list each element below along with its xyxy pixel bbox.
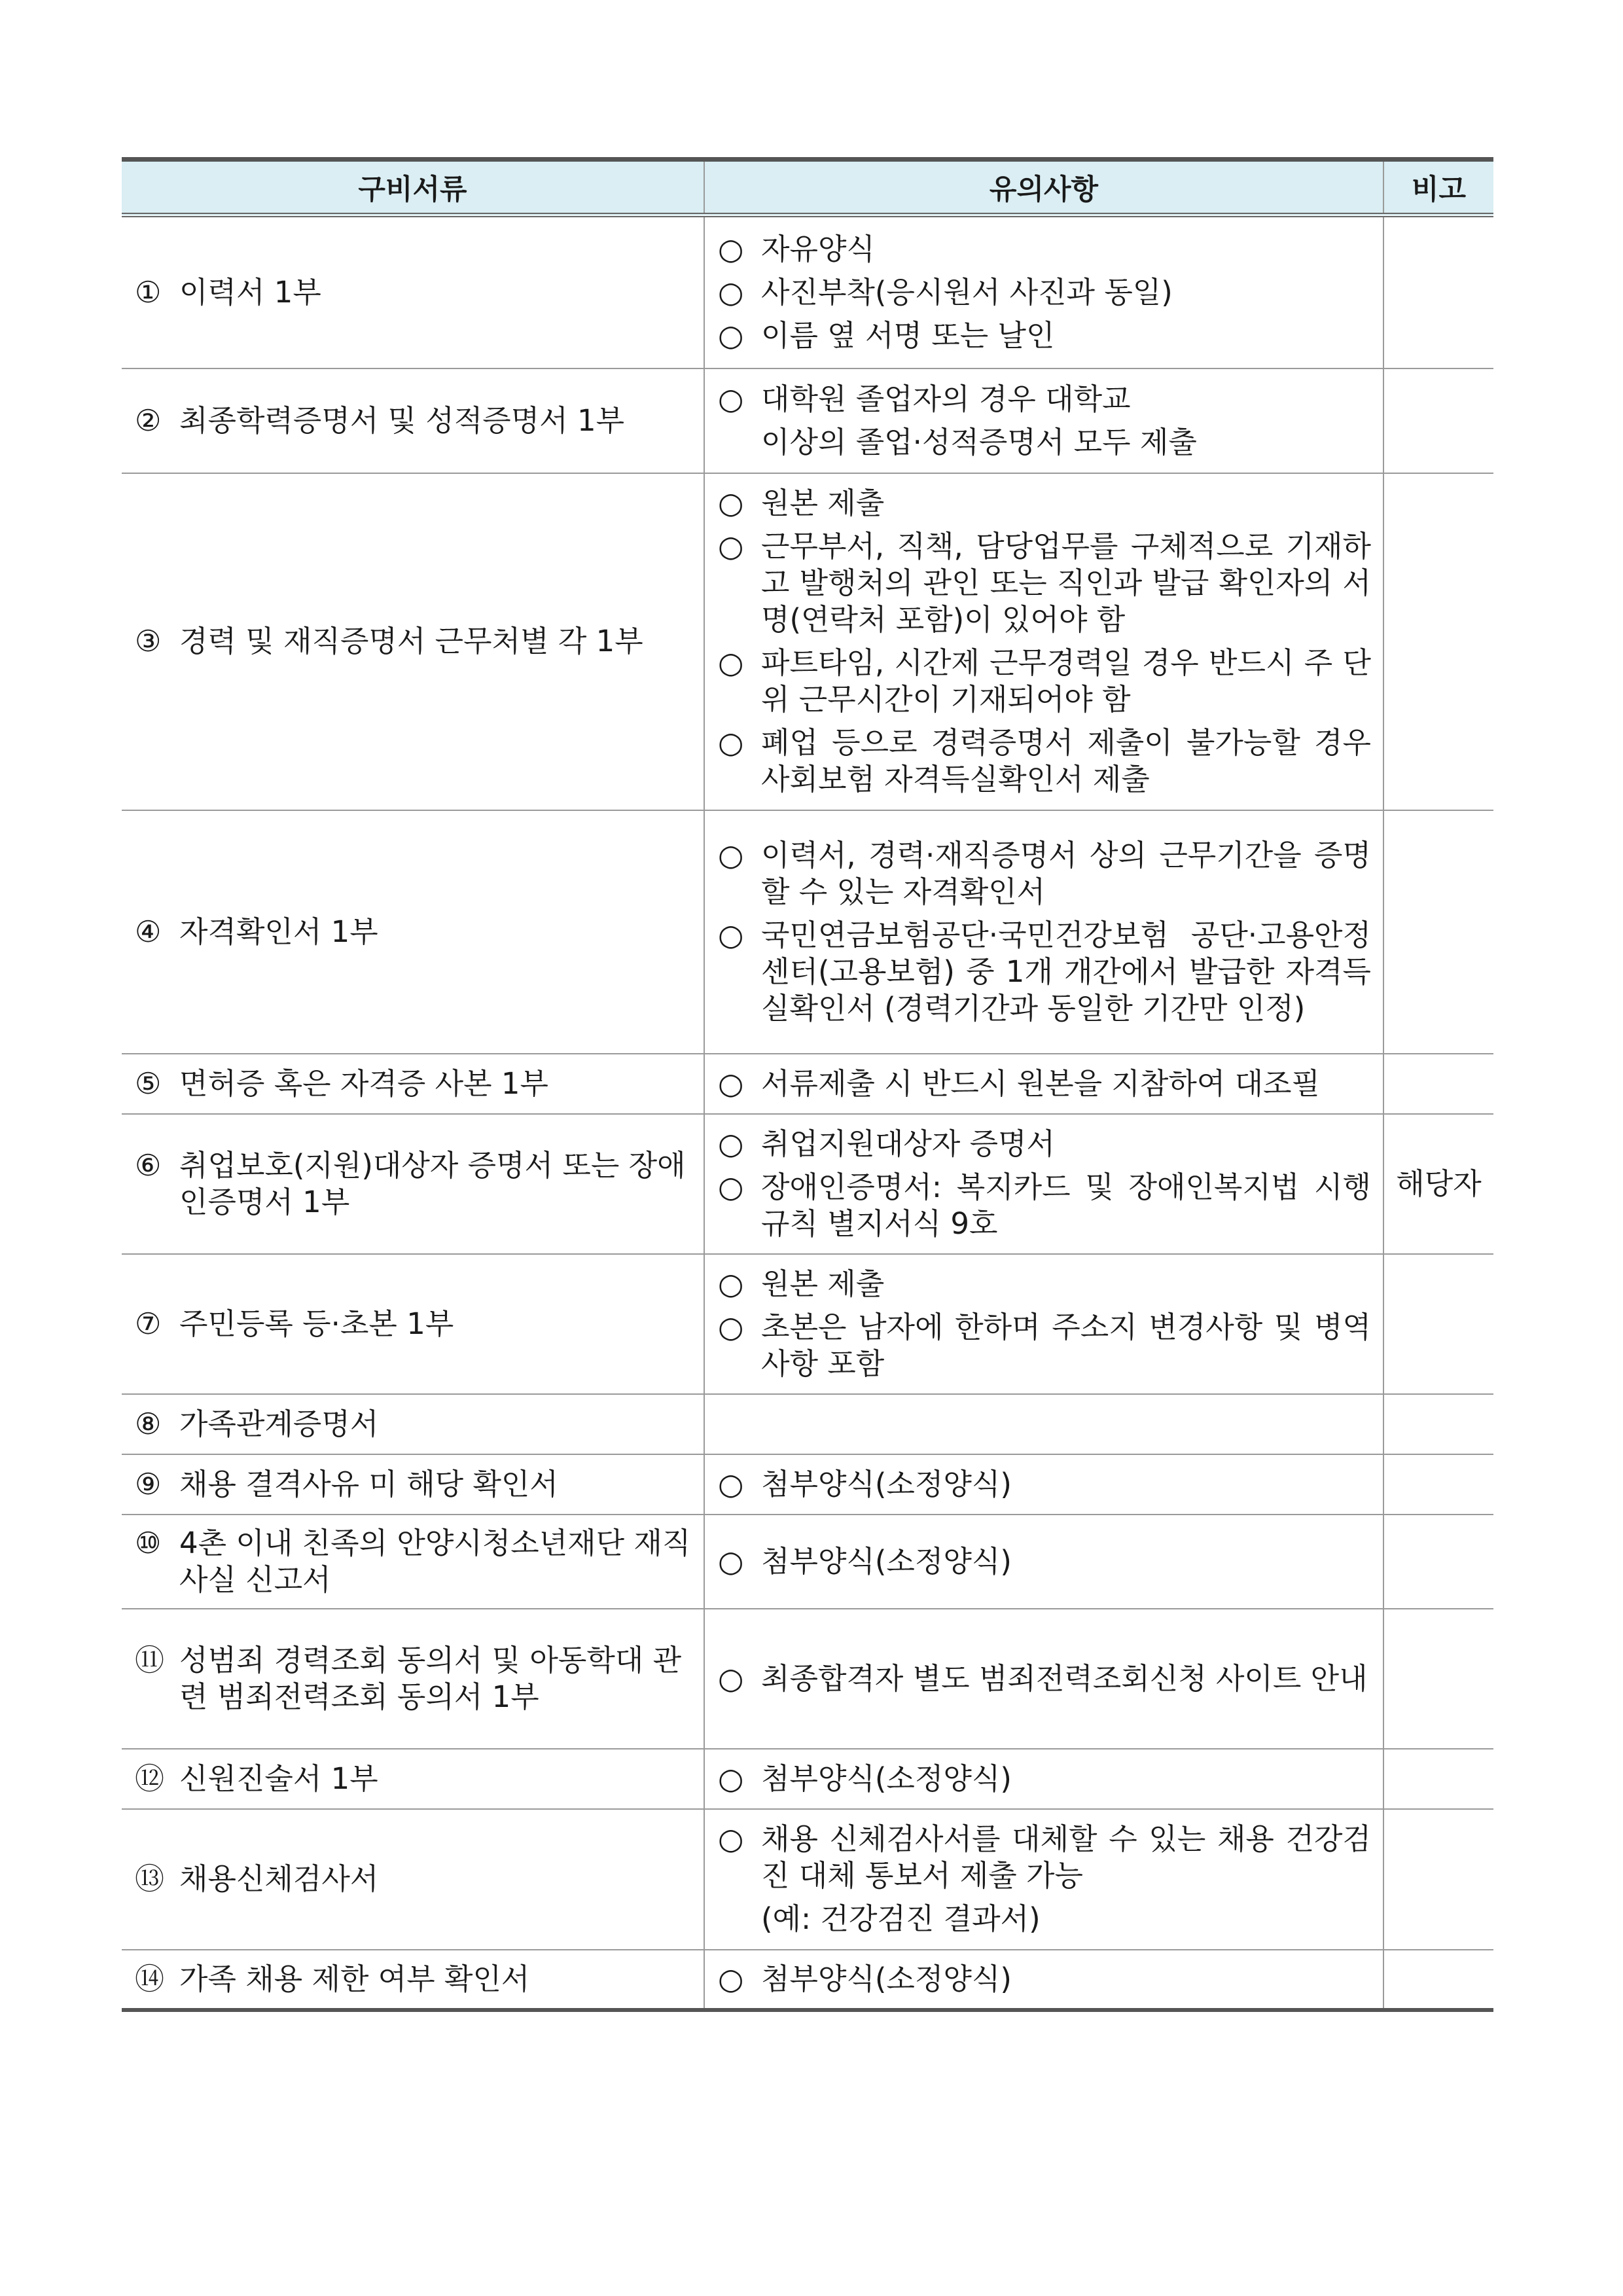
- note-text: 대학원 졸업자의 경우 대학교: [761, 381, 1131, 416]
- item-number: ⑩: [135, 1525, 162, 1560]
- note-item: [718, 1961, 1371, 1998]
- note-item: [718, 1066, 1371, 1102]
- note-item: [718, 1126, 1371, 1162]
- document-name: 채용신체검사서: [179, 1861, 379, 1896]
- circle-bullet-icon: ○: [718, 837, 744, 872]
- note-text: 이름 옆 서명 또는 날인: [761, 317, 1055, 353]
- required-documents-table: [122, 157, 1493, 2012]
- document-cell: [122, 1609, 704, 1749]
- note-continuation: 이상의 졸업·성적증명서 모두 제출: [761, 424, 1197, 459]
- notes-cell: [704, 1950, 1383, 2010]
- note-item: [718, 1266, 1371, 1302]
- item-number: ③: [135, 624, 162, 658]
- note-item: [718, 1543, 1371, 1580]
- notes-cell: [704, 1054, 1383, 1114]
- document-name: 자격확인서 1부: [179, 914, 378, 949]
- header-documents: 구비서류: [122, 160, 704, 215]
- remark-cell: 해당자: [1383, 1114, 1493, 1254]
- table-row: [122, 1809, 1493, 1950]
- table-body: [122, 215, 1493, 2010]
- circle-bullet-icon: ○: [718, 1066, 744, 1101]
- circle-bullet-icon: ○: [718, 1126, 744, 1161]
- remark-cell: [1383, 473, 1493, 810]
- document-name: 취업보호(지원)대상자 증명서 또는 장애인증명서 1부: [179, 1147, 686, 1219]
- remark-cell: [1383, 1394, 1493, 1454]
- circle-bullet-icon: ○: [718, 1309, 744, 1344]
- table-row: [122, 1454, 1493, 1515]
- document-item: [135, 1147, 692, 1221]
- table-header: [122, 160, 1493, 215]
- note-item: [718, 1821, 1371, 1894]
- item-number: ⑦: [135, 1306, 162, 1341]
- note-text: 첨부양식(소정양식): [761, 1543, 1012, 1579]
- notes-cell: [704, 1254, 1383, 1394]
- notes-cell: [704, 368, 1383, 473]
- circle-bullet-icon: ○: [718, 381, 744, 416]
- circle-bullet-icon: ○: [718, 917, 744, 952]
- note-item: [718, 231, 1371, 268]
- circle-bullet-icon: ○: [718, 529, 744, 564]
- document-item: [135, 1961, 692, 1998]
- document-item: [135, 1525, 692, 1598]
- circle-bullet-icon: ○: [718, 231, 744, 266]
- document-name: 가족관계증명서: [179, 1406, 379, 1441]
- circle-bullet-icon: ○: [718, 274, 744, 310]
- note-text: 원본 제출: [761, 1266, 885, 1301]
- note-item: [718, 528, 1371, 638]
- circle-bullet-icon: ○: [718, 1961, 744, 1996]
- remark-cell: [1383, 1515, 1493, 1609]
- header-remarks: 비고: [1383, 160, 1493, 215]
- document-cell: [122, 1114, 704, 1254]
- document-item: [135, 403, 692, 439]
- table-row: [122, 1254, 1493, 1394]
- item-number: ⑫: [135, 1761, 165, 1796]
- document-name: 4촌 이내 친족의 안양시청소년재단 재직사실 신고서: [179, 1525, 691, 1597]
- note-item: [718, 381, 1371, 418]
- table-row: [122, 473, 1493, 810]
- table-row: [122, 1515, 1493, 1609]
- circle-bullet-icon: ○: [718, 1761, 744, 1796]
- document-name: 면허증 혹은 자격증 사본 1부: [179, 1066, 549, 1101]
- document-name: 최종학력증명서 및 성적증명서 1부: [179, 403, 625, 438]
- document-cell: [122, 215, 704, 368]
- notes-cell: [704, 1515, 1383, 1609]
- circle-bullet-icon: ○: [718, 486, 744, 520]
- note-item: [718, 645, 1371, 718]
- document-item: [135, 914, 692, 950]
- circle-bullet-icon: ○: [718, 645, 744, 680]
- item-number: ⑥: [135, 1147, 162, 1183]
- note-text: 자유양식: [761, 231, 875, 266]
- remark-cell: [1383, 1254, 1493, 1394]
- item-number: ④: [135, 914, 162, 949]
- document-cell: [122, 1515, 704, 1609]
- document-item: [135, 1642, 692, 1715]
- note-text: 취업지원대상자 증명서: [761, 1126, 1056, 1161]
- document-name: 채용 결격사유 미 해당 확인서: [179, 1466, 558, 1501]
- notes-cell: [704, 810, 1383, 1054]
- document-item: [135, 1466, 692, 1503]
- table-row: [122, 1114, 1493, 1254]
- item-number: ⑭: [135, 1961, 165, 1996]
- table-row: [122, 368, 1493, 473]
- document-cell: [122, 1054, 704, 1114]
- notes-cell: [704, 1609, 1383, 1749]
- document-name: 성범죄 경력조회 동의서 및 아동학대 관련 범죄전력조회 동의서 1부: [179, 1642, 682, 1714]
- note-item: [718, 1466, 1371, 1503]
- circle-bullet-icon: ○: [718, 725, 744, 760]
- remark-cell: [1383, 1609, 1493, 1749]
- note-item: [718, 1761, 1371, 1797]
- document-item: [135, 1406, 692, 1443]
- note-item: [718, 1309, 1371, 1382]
- document-cell: [122, 1749, 704, 1809]
- table-row: [122, 1950, 1493, 2010]
- document-item: [135, 1306, 692, 1342]
- circle-bullet-icon: ○: [718, 1660, 744, 1696]
- table-row: [122, 1394, 1493, 1454]
- remark-cell: [1383, 1454, 1493, 1515]
- circle-bullet-icon: ○: [718, 1466, 744, 1501]
- note-item: [718, 725, 1371, 798]
- notes-cell: [704, 1749, 1383, 1809]
- document-name: 신원진술서 1부: [179, 1761, 378, 1796]
- note-item: [718, 837, 1371, 910]
- item-number: ②: [135, 403, 162, 438]
- notes-cell: [704, 1394, 1383, 1454]
- table-row: [122, 1054, 1493, 1114]
- item-number: ⑬: [135, 1861, 165, 1896]
- note-item: [718, 274, 1371, 311]
- circle-bullet-icon: ○: [718, 1266, 744, 1301]
- notes-cell: [704, 1809, 1383, 1950]
- note-text: 이력서, 경력·재직증명서 상의 근무기간을 증명할 수 있는 자격확인서: [761, 837, 1371, 909]
- notes-cell: [704, 1454, 1383, 1515]
- item-number: ⑤: [135, 1066, 162, 1101]
- note-item: [718, 485, 1371, 522]
- note-item: [718, 917, 1371, 1027]
- circle-bullet-icon: ○: [718, 1169, 744, 1204]
- document-cell: [122, 810, 704, 1054]
- document-item: [135, 1066, 692, 1102]
- note-item: [718, 1169, 1371, 1242]
- note-text: 최종합격자 별도 범죄전력조회신청 사이트 안내: [761, 1660, 1368, 1696]
- document-cell: [122, 1254, 704, 1394]
- document-cell: [122, 1950, 704, 2010]
- document-name: 가족 채용 제한 여부 확인서: [179, 1961, 530, 1996]
- note-text: 사진부착(응시원서 사진과 동일): [761, 274, 1173, 310]
- notes-cell: [704, 473, 1383, 810]
- note-item: [718, 1660, 1371, 1697]
- document-cell: [122, 1394, 704, 1454]
- remark-cell: [1383, 1950, 1493, 2010]
- document-name: 주민등록 등·초본 1부: [179, 1306, 454, 1341]
- document-cell: [122, 1454, 704, 1515]
- note-text: 채용 신체검사서를 대체할 수 있는 채용 건강검진 대체 통보서 제출 가능: [761, 1821, 1371, 1893]
- document-item: [135, 274, 692, 311]
- remark-cell: [1383, 1054, 1493, 1114]
- notes-cell: [704, 1114, 1383, 1254]
- circle-bullet-icon: ○: [718, 317, 744, 353]
- document-cell: [122, 473, 704, 810]
- circle-bullet-icon: ○: [718, 1821, 744, 1856]
- table-row: [122, 1609, 1493, 1749]
- document-item: [135, 1761, 692, 1797]
- note-text: 초본은 남자에 한하며 주소지 변경사항 및 병역사항 포함: [761, 1309, 1371, 1381]
- note-text: 원본 제출: [761, 486, 885, 520]
- remark-cell: [1383, 810, 1493, 1054]
- document-cell: [122, 1809, 704, 1950]
- item-number: ①: [135, 274, 162, 310]
- note-text: 장애인증명서: 복지카드 및 장애인복지법 시행규칙 별지서식 9호: [761, 1169, 1371, 1241]
- table-row: [122, 1749, 1493, 1809]
- remark-cell: [1383, 215, 1493, 368]
- remark-cell: [1383, 1809, 1493, 1950]
- note-text: 파트타임, 시간제 근무경력일 경우 반드시 주 단위 근무시간이 기재되어야 함: [761, 645, 1371, 717]
- item-number: ⑧: [135, 1406, 162, 1441]
- item-number: ⑪: [135, 1642, 165, 1677]
- item-number: ⑨: [135, 1466, 162, 1501]
- document-cell: [122, 368, 704, 473]
- table-row: [122, 215, 1493, 368]
- note-text: 첨부양식(소정양식): [761, 1466, 1012, 1501]
- remark-cell: [1383, 368, 1493, 473]
- circle-bullet-icon: ○: [718, 1543, 744, 1579]
- header-notes: 유의사항: [704, 160, 1383, 215]
- note-text: 첨부양식(소정양식): [761, 1961, 1012, 1996]
- header-row: [122, 160, 1493, 215]
- note-item: [718, 317, 1371, 354]
- note-text: 서류제출 시 반드시 원본을 지참하여 대조필: [761, 1066, 1320, 1101]
- remark-cell: [1383, 1749, 1493, 1809]
- note-text: 첨부양식(소정양식): [761, 1761, 1012, 1796]
- document-item: [135, 623, 692, 660]
- notes-cell: [704, 215, 1383, 368]
- note-text: 근무부서, 직책, 담당업무를 구체적으로 기재하고 발행처의 관인 또는 직인과 발급 확인자의 서명(연락처 포함)이 있어야 함: [761, 529, 1371, 637]
- note-continuation: (예: 건강검진 결과서): [761, 1901, 1041, 1936]
- note-text: 국민연금보험공단·국민건강보험 공단·고용안정센터(고용보험) 중 1개 개간에서 발급한 자격득실확인서 (경력기간과 동일한 기간만 인정): [761, 917, 1371, 1026]
- document-name: 이력서 1부: [179, 274, 321, 310]
- document-item: [135, 1861, 692, 1897]
- note-text: 폐업 등으로 경력증명서 제출이 불가능할 경우 사회보험 자격득실확인서 제출: [761, 725, 1371, 797]
- document-name: 경력 및 재직증명서 근무처별 각 1부: [179, 624, 643, 658]
- table-row: [122, 810, 1493, 1054]
